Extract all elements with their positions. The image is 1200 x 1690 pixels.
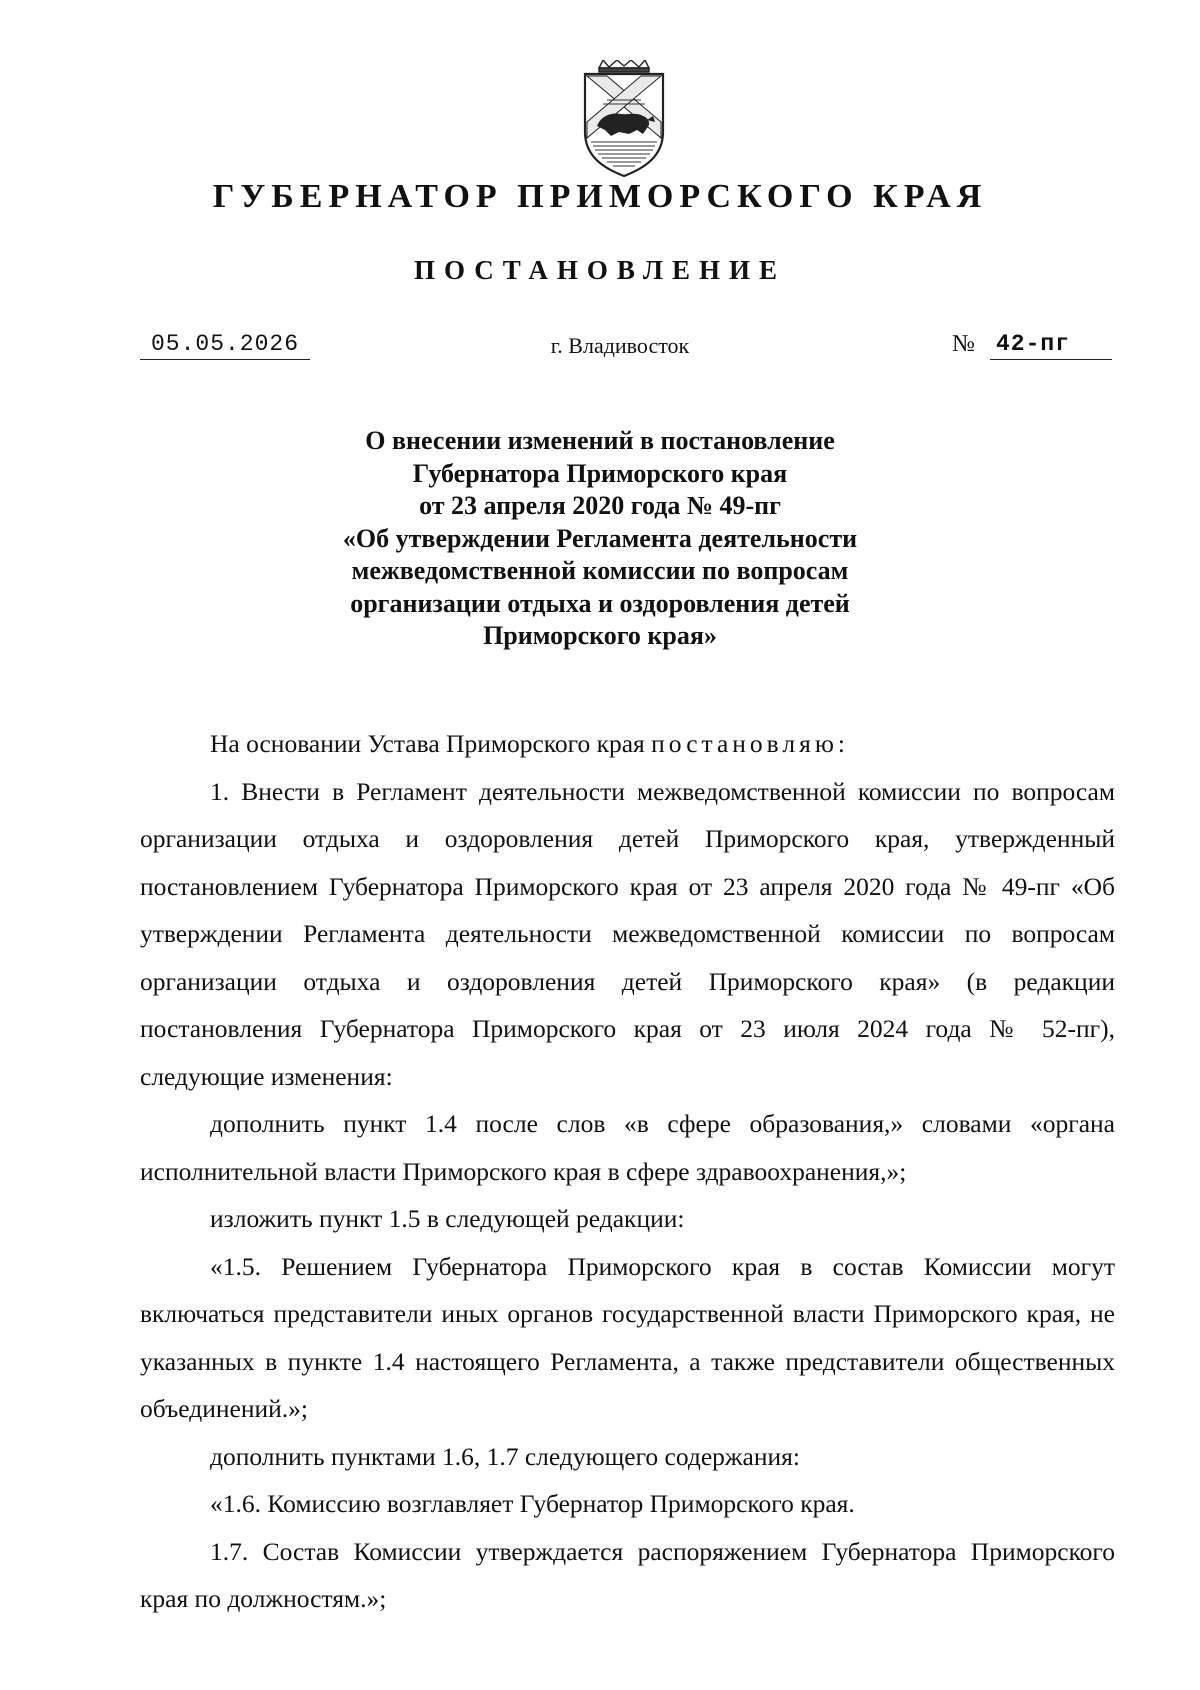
heading-line: Губернатора Приморского края [412,458,788,488]
heading-line: О внесении изменений в постановление [365,426,835,455]
coat-of-arms-emblem [577,60,671,178]
preamble-colon: : [837,729,845,758]
paragraph-6: «1.6. Комиссию возглавляет Губернатор Приморского края. [210,1489,855,1518]
heading-line: организации отдыха и оздоровления детей [350,588,850,618]
preamble-text: На основании Устава Приморского края [210,729,652,758]
paragraph-7: 1.7. Состав Комиссии утверждается распоряжением Губернатора Приморского края по должностям.»; [140,1536,1115,1613]
decree-word: постановляю [651,729,838,758]
authority-title: ГУБЕРНАТОР ПРИМОРСКОГО КРАЯ [212,178,988,215]
paragraph-2: дополнить пункт 1.4 после слов «в сфере образования,» словами «органа исполнительной власти Приморского края в сфере здравоохранения,»; [140,1109,1115,1186]
heading-line: от 23 апреля 2020 года № 49-пг [419,491,781,520]
heading-line: «Об утверждении Регламента деятельности [342,523,858,553]
document-date: 05.05.2026 [140,331,310,360]
document-city: г. Владивосток [550,333,690,358]
document-number-block [952,331,1112,365]
heading-line: Приморского края» [483,621,717,650]
number-sign: № [952,331,975,357]
document-body [140,720,1115,1623]
document-heading [0,425,1200,653]
paragraph-5: дополнить пунктами 1.6, 1.7 следующего содержания: [210,1441,800,1471]
preamble-paragraph [140,720,1115,768]
paragraph-4: «1.5. Решением Губернатора Приморского края в состав Комиссии могут включаться представители иных органов государственной власти Приморского края, не указанных в пункте 1.4 настоящего Регламента, а также представители общественных объединений.»; [140,1251,1115,1423]
paragraph-1: 1. Внести в Регламент деятельности межведомственной комиссии по вопросам организации отдыха и оздоровления детей Приморского края, утвержденный постановлением Губернатора Приморского края от 23 апреля 2020 года № 49-пг «Об утверждении Регламента деятельности межведомственной комиссии по вопросам организации отдыха и оздоровления детей Приморского края» (в редакции постановления Губернатора Приморского края от 23 июля 2024 года № 52-пг), следующие изменения: [140,776,1115,1091]
document-number: 42-пг [990,331,1112,360]
paragraph-3: изложить пункт 1.5 в следующей редакции: [210,1204,685,1233]
heading-line: межведомственной комиссии по вопросам [351,556,849,585]
document-meta-row [0,331,1200,371]
document-type: ПОСТАНОВЛЕНИЕ [413,255,787,285]
